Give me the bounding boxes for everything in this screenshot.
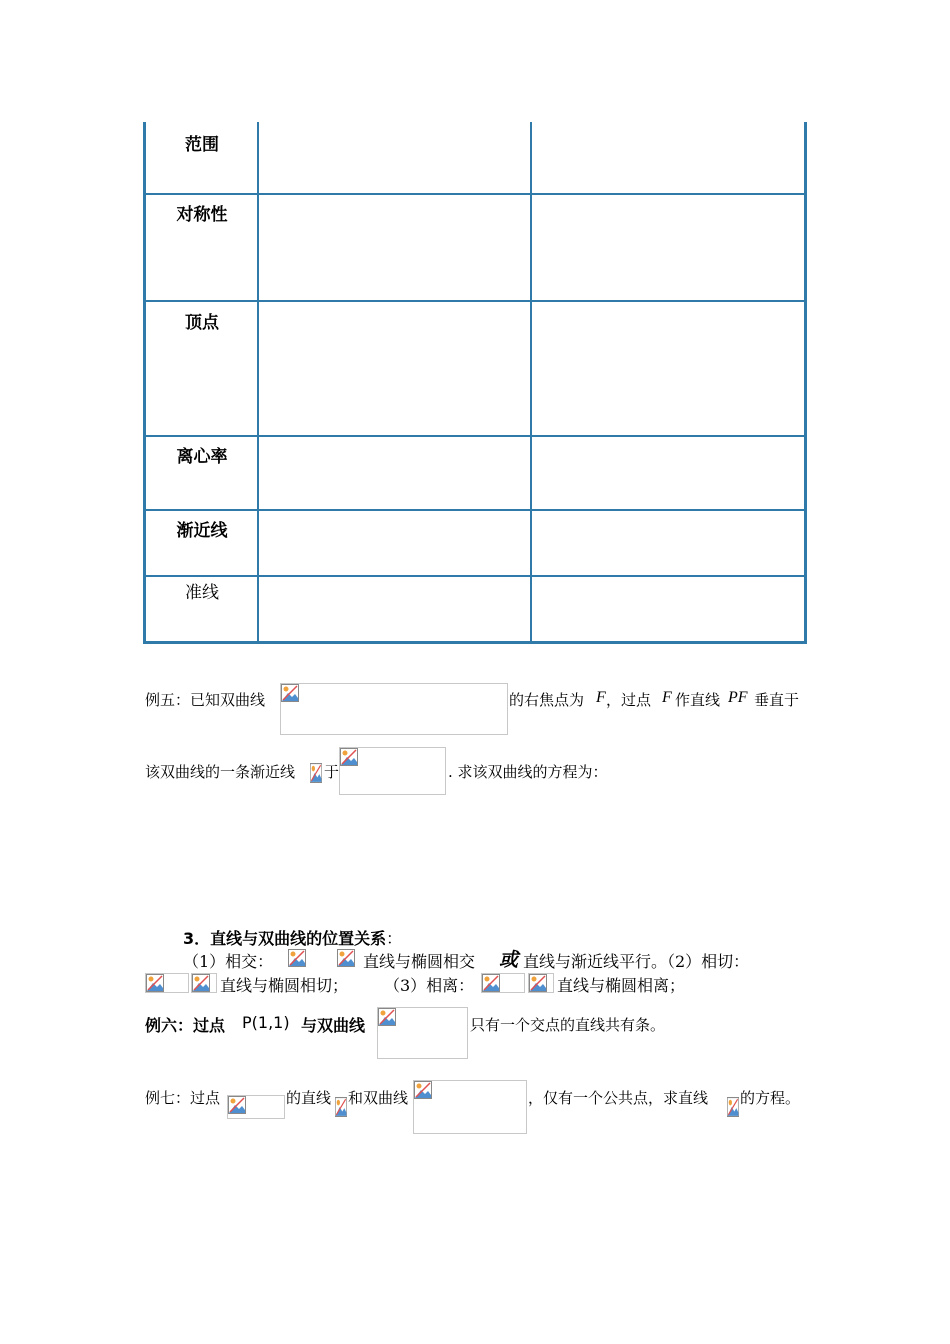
section3-text-e: （3）相离： [384, 976, 475, 995]
formula-image [310, 763, 322, 783]
broken-image-icon [288, 949, 306, 967]
example5-text-e: 垂直于 [754, 691, 800, 709]
example5-text-b: 的右焦点为 [509, 691, 585, 709]
example5-text-g: 于 [324, 763, 340, 781]
example7-text-e: 的方程。 [740, 1089, 801, 1107]
section-heading: 3．直线与双曲线的位置关系： [183, 929, 403, 948]
formula-image [288, 949, 308, 969]
formula-image [528, 973, 554, 993]
table-row-divider [143, 435, 807, 437]
formula-image [191, 973, 217, 993]
row-label-symmetry: 对称性 [176, 205, 228, 225]
section3-text-f: 直线与椭圆相离； [557, 976, 686, 995]
row-label-directrix: 准线 [185, 583, 219, 603]
var-F: F [662, 689, 672, 706]
formula-image [335, 1097, 347, 1117]
var-F: F [596, 689, 606, 706]
table-border-bottom [143, 641, 807, 644]
section3-or: 或 [499, 949, 519, 971]
broken-image-icon [281, 684, 299, 702]
example6-point: P(1,1) [242, 1013, 290, 1032]
table-row-divider [143, 575, 807, 577]
table-row-divider [143, 300, 807, 302]
section3-text-a: （1）相交： [183, 952, 274, 971]
section3-text-d: 直线与椭圆相切； [220, 976, 349, 995]
table-row-divider [143, 193, 807, 195]
row-label-vertex: 顶点 [185, 313, 219, 333]
formula-image [280, 683, 508, 735]
example7-text-c: 和双曲线 [348, 1089, 409, 1107]
broken-image-icon [146, 974, 164, 992]
formula-image [481, 973, 525, 993]
broken-image-icon [482, 974, 500, 992]
formula-image [413, 1080, 527, 1134]
example5-text-c: ，过点 [606, 691, 652, 709]
formula-image [339, 747, 446, 795]
broken-image-icon [228, 1096, 246, 1114]
example7-text-a: 例七：过点 [145, 1089, 221, 1107]
table-row-divider [143, 509, 807, 511]
table-border-right [804, 122, 807, 644]
formula-image [727, 1097, 739, 1117]
broken-image-icon [340, 748, 358, 766]
section3-text-c: 直线与渐近线平行。（2）相切： [523, 952, 750, 971]
row-label-asymptote: 渐近线 [176, 521, 228, 541]
broken-image-icon [337, 949, 355, 967]
example6-text-a: 例六：过点 [145, 1016, 226, 1035]
broken-image-icon [529, 974, 547, 992]
section3-text-b: 直线与椭圆相交 [363, 952, 476, 971]
example6-text-d: 只有一个交点的直线共有条。 [470, 1016, 666, 1034]
example5-text-d: 作直线 [675, 691, 721, 709]
example7-text-b: 的直线 [286, 1089, 332, 1107]
formula-image [227, 1095, 285, 1119]
example7-text-d: ，仅有一个公共点，求直线 [528, 1089, 709, 1107]
var-PF: PF [728, 689, 748, 706]
row-label-eccentricity: 离心率 [176, 447, 228, 467]
example5-text-f: 该双曲线的一条渐近线 [145, 763, 296, 781]
formula-image [337, 949, 357, 969]
table-divider-2 [530, 122, 532, 644]
formula-image [377, 1007, 468, 1059]
formula-image [145, 973, 189, 993]
example6-text-c: 与双曲线 [301, 1016, 366, 1035]
broken-image-icon [414, 1081, 432, 1099]
broken-image-icon [378, 1008, 396, 1026]
example5-text-a: 例五：已知双曲线 [145, 691, 266, 709]
example5-text-h: . 求该双曲线的方程为： [448, 763, 608, 781]
broken-image-icon [192, 974, 210, 992]
row-label-range: 范围 [185, 135, 219, 155]
